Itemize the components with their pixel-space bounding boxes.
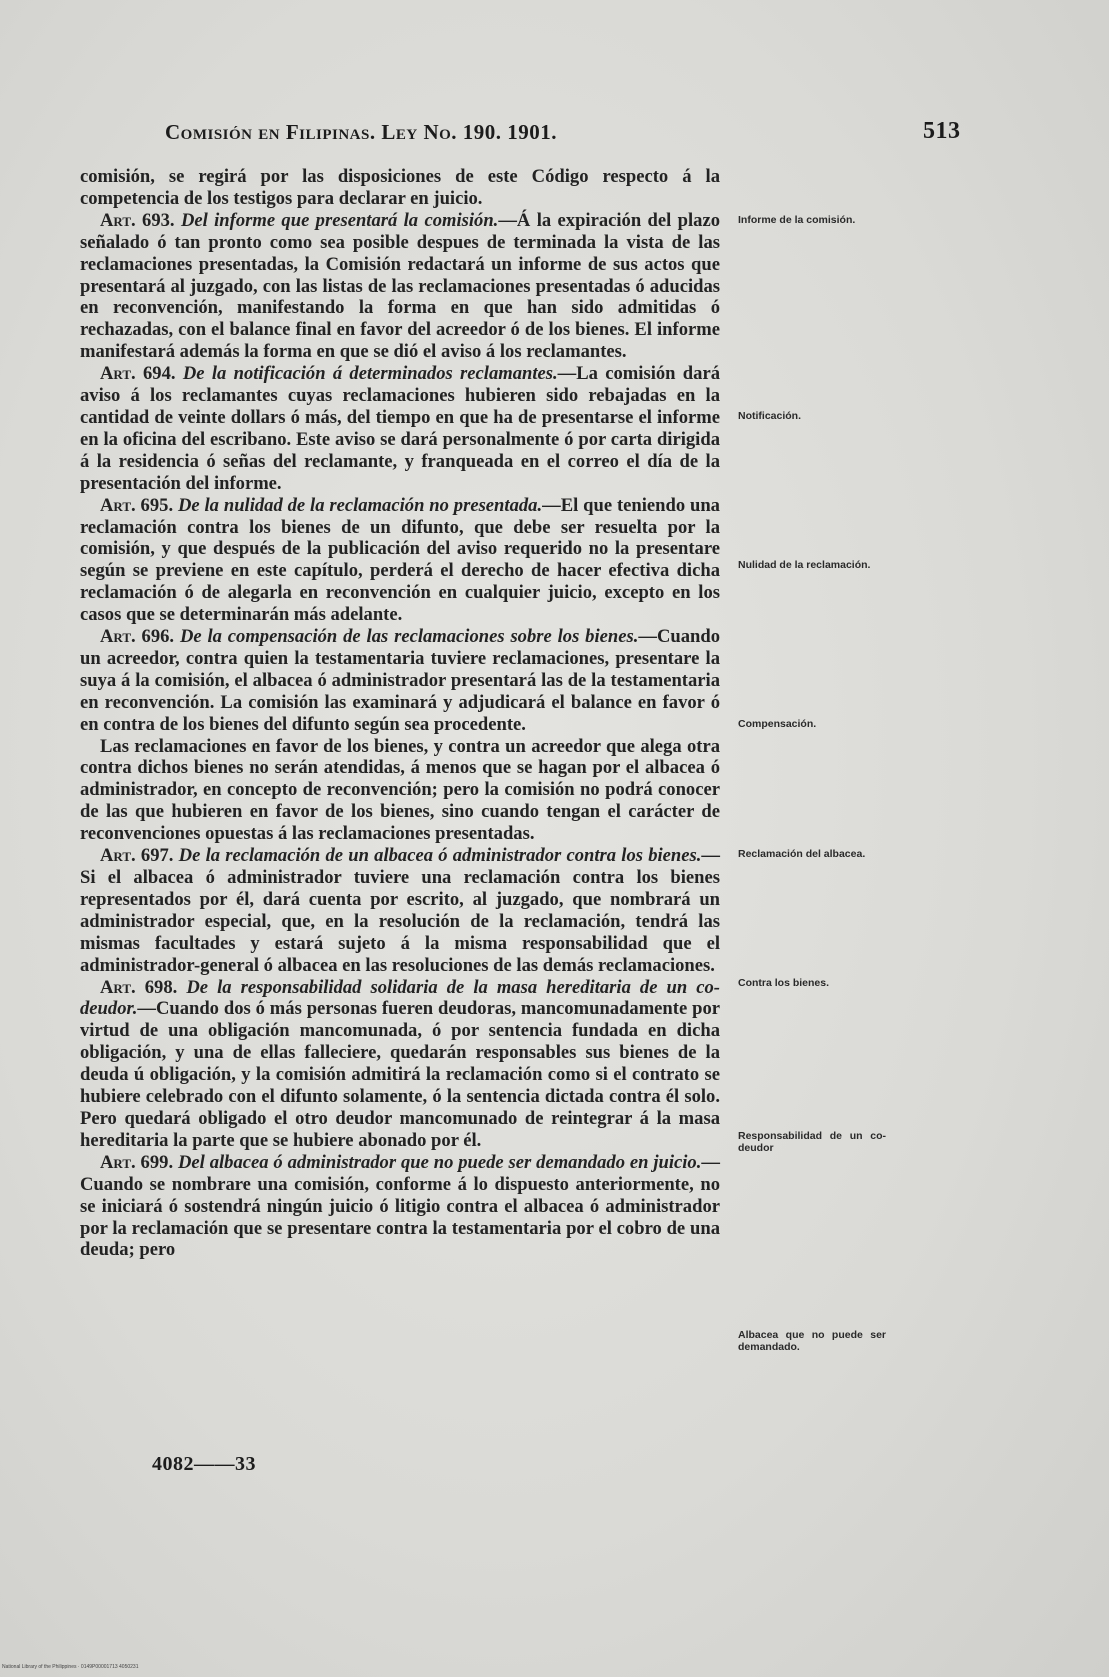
article-694 bbox=[80, 363, 720, 494]
signature-mark: 4082——33 bbox=[152, 1453, 256, 1475]
article-number: Art. 697. bbox=[100, 845, 174, 867]
margin-note-contra-bienes: Contra los bienes. bbox=[738, 977, 830, 989]
article-number: Art. 694. bbox=[100, 363, 176, 385]
body-text bbox=[80, 166, 720, 1261]
article-695 bbox=[80, 495, 720, 626]
article-text: —La comisión dará aviso á los reclamantes cuyas reclamaciones hubieren sido rebajadas en la cantidad de veinte dollars ó más, del tiempo en que ha de presentarse el informe en la oficina del escribano. Este aviso se dará personalmente ó por carta dirigida á la residencia ó señas del reclamante, y franqueada en el correo el día de la presentación del informe. bbox=[80, 363, 720, 494]
article-699 bbox=[80, 1152, 720, 1262]
article-title: De la reclamación de un albacea ó administrador contra los bienes. bbox=[178, 845, 702, 867]
margin-note-compensacion: Compensación. bbox=[738, 718, 817, 730]
scan-credit: National Library of the Philippines · 0149P00001713 4050231 bbox=[2, 1664, 139, 1670]
paragraph-plain bbox=[80, 736, 720, 846]
margin-note-reclamacion-albacea: Reclamación del albacea. bbox=[738, 848, 866, 860]
paragraph-text: comisión, se regirá por las disposiciones de este Código respecto á la competencia de los testigos para declarar en juicio. bbox=[80, 166, 720, 209]
article-title: De la notificación á determinados reclamantes. bbox=[182, 363, 558, 385]
article-number: Art. 693. bbox=[100, 209, 175, 231]
margin-note-informe: Informe de la comisión. bbox=[738, 214, 856, 226]
article-number: Art. 699. bbox=[100, 1151, 174, 1173]
article-693 bbox=[80, 210, 720, 363]
article-text: —Cuando dos ó más personas fueren deudoras, mancomunadamente por virtud de una obligación mancomunada, ó por sentencia fundada en dicha obligación, y una de ellas falleciere, quedarán responsables sus bienes de la deuda ú obligación, y la comisión admitirá la reclamación como si el contrato se hubiere celebrado con el difunto solamente, ó la sentencia dictada contra él solo. Pero quedará obligado el otro deudor mancomunado de reintegrar á la masa hereditaria la parte que se hubiere abonado por él. bbox=[80, 998, 720, 1151]
margin-note-albacea-no-demandado: Albacea que no puede ser demandado. bbox=[738, 1329, 886, 1353]
article-title: Del albacea ó administrador que no puede ser demandado en juicio. bbox=[177, 1151, 702, 1173]
article-title: De la nulidad de la reclamación no presentada. bbox=[177, 494, 543, 516]
article-title: De la compensación de las reclamaciones sobre los bienes. bbox=[179, 626, 639, 648]
article-number: Art. 695. bbox=[100, 494, 174, 516]
running-head: Comisión en Filipinas. Ley No. 190. 1901. bbox=[165, 120, 558, 144]
article-text: —Si el albacea ó administrador tuviere una reclamación contra los bienes representados por él, dará cuenta por escrito, al juzgado, que nombrará un administrador especial, que, en la resolución de la reclamación, tendrá las mismas facultades y estará sujeto á la misma responsabilidad que el administrador-general ó albacea en las resoluciones de las demás reclamaciones. bbox=[80, 845, 720, 976]
paragraph-text: Las reclamaciones en favor de los bienes, y contra un acreedor que alega otra contra dichos bienes no serán atendidas, á menos que se hagan por el albacea ó administrador, en concepto de reconvención; pero la comisión no podrá conocer de las que hubieren en favor de los bienes, sino cuando tengan el carácter de reconvenciones opuestas á las reclamaciones presentadas. bbox=[80, 735, 720, 845]
article-text: —Cuando un acreedor, contra quien la testamentaria tuviere reclamaciones, presentare la suya á la comisión, el albacea ó administrador presentará las de la testamentaria en reconvención. La comisión las examinará y adjudicará el balance en favor ó en contra de los bienes del difunto según sea procedente. bbox=[80, 626, 720, 735]
article-696 bbox=[80, 626, 720, 736]
article-697 bbox=[80, 845, 720, 976]
article-number: Art. 698. bbox=[100, 976, 178, 998]
article-title: De la responsabilidad solidaria de la masa hereditaria de un co-deudor. bbox=[80, 976, 721, 1020]
article-text: —Cuando se nombrare una comisión, conforme á lo dispuesto anteriormente, no se iniciará ó sostendrá ningún juicio ó litigio contra el albacea ó administrador por la reclamación que se presentare contra la testamentaria por el cobro de una deuda; pero bbox=[80, 1151, 720, 1261]
page-number: 513 bbox=[923, 118, 961, 144]
article-text: —El que teniendo una reclamación contra los bienes de un difunto, que debe ser resuelta por la comisión, y que después de la publicación del aviso requerido no la presentare según se previene en este capítulo, perderá el derecho de hacer efectiva dicha reclamación ó de alegarla en reconvención en cualquier juicio, excepto en los casos que se determinarán más adelante. bbox=[80, 494, 720, 626]
page-header bbox=[165, 120, 965, 150]
article-title: Del informe que presentará la comisión. bbox=[180, 209, 499, 231]
article-698 bbox=[80, 977, 720, 1152]
margin-note-nulidad: Nulidad de la reclamación. bbox=[738, 559, 871, 571]
margin-note-notificacion: Notificación. bbox=[738, 410, 802, 422]
article-number: Art. 696. bbox=[100, 626, 175, 648]
paragraph-continuation bbox=[80, 166, 720, 210]
article-text: —Á la expiración del plazo señalado ó tan pronto como sea posible despues de terminada la vista de las reclamaciones presentadas, la Comisión redactará un informe de sus actos que presentará al juzgado, con las listas de las reclamaciones presentadas ó aducidas en reconvención, manifestando la forma en que han sido admitidas ó rechazadas, con el balance final en favor del acreedor ó de los bienes. El informe manifestará además la forma en que se dió el aviso á los reclamantes. bbox=[80, 209, 720, 363]
margin-note-co-deudor: Responsabilidad de un co-deudor bbox=[738, 1130, 886, 1154]
